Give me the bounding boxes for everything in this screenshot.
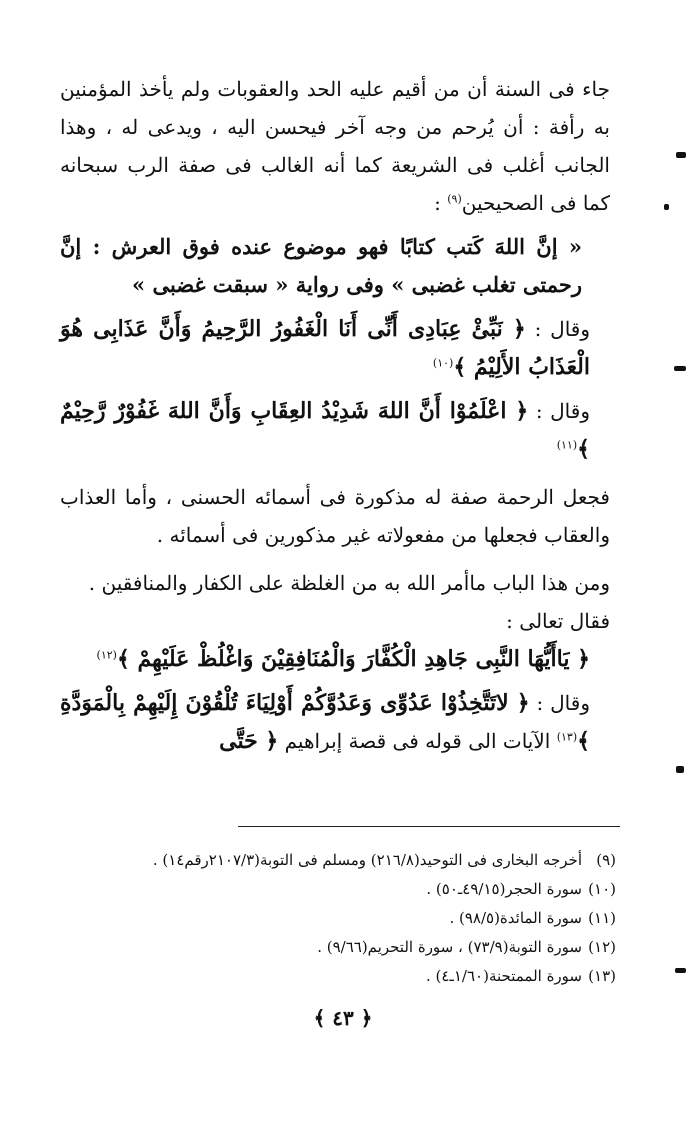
scan-edge-mark bbox=[675, 968, 686, 973]
footnote-ref-13: (١٣) bbox=[556, 730, 578, 744]
scan-edge-mark bbox=[676, 152, 686, 158]
quran-quote-3 bbox=[60, 640, 610, 678]
hadith-quote: « إنَّ اللهَ كَتب كتابًا فهو موضوع عنده فوق العرش : إنَّ رحمتى تغلب غضبى » وفى رواية « سبقت غضبى » bbox=[60, 234, 582, 297]
footnote-ref-11: (١١) bbox=[556, 438, 578, 452]
quote-2-intro: وقال : bbox=[528, 399, 590, 423]
paragraph-he-said: فقال تعالى : bbox=[506, 609, 610, 633]
footnote-9 bbox=[56, 846, 616, 875]
paragraph-intro-end: : bbox=[434, 191, 448, 215]
quote-3-verse: ﴿ يَاأَيُّهَا النَّبِى جَاهِدِ الْكُفَّارَ وَالْمُنَافِقِيْنَ وَاغْلُظْ عَلَيْهِمْ ﴾ bbox=[116, 646, 590, 672]
quote-4-verse: ﴿ لاتَتَّخِذُوْا عَدُوِّى وَعَدُوَّكُمْ أَوْلِيَاءَ تُلْقُوْنَ إِلَيْهِمْ بِالْمَوَدَّةِ ﴾ bbox=[60, 690, 590, 754]
footnote-number: (١١) bbox=[588, 909, 616, 927]
footnote-text: سورة الممتحنة(١/٦٠ـ٤) . bbox=[426, 967, 582, 985]
quran-quote-2 bbox=[60, 392, 610, 468]
quote-4-continuation: ﴿ حَتَّى bbox=[219, 728, 279, 754]
footnote-divider bbox=[238, 826, 620, 827]
footnote-ref-12: (١٢) bbox=[96, 648, 117, 662]
footnote-ref-9: (٩) bbox=[447, 192, 462, 206]
quote-1-intro: وقال : bbox=[525, 317, 591, 341]
footnote-text: سورة المائدة(٩٨/٥) . bbox=[449, 909, 582, 927]
paragraph-intro-text: جاء فى السنة أن من أقيم عليه الحد والعقوبات ولم يأخذ المؤمنين به رأفة : أن يُرحم من وجه آخر فيحسن اليه ، ويدعى له ، وهذا الجانب أغلب فى الشريعة كما أنه الغالب فى صفة الرب سبحانه كما فى الصحيحين bbox=[60, 77, 610, 215]
quote-1-verse: ﴿ نَبِّئْ عِبَادِى أَنِّى أَنَا الْغَفُورُ الرَّحِيمُ وَأَنَّ عَذَابِى هُوَ الْعَذَابُ الأَلِيْمُ ﴾ bbox=[60, 316, 590, 380]
quote-4-tail: الآيات الى قوله فى قصة إبراهيم bbox=[278, 729, 557, 753]
paragraph-mercy: فجعل الرحمة صفة له مذكورة فى أسمائه الحسنى ، وأما العذاب والعقاب فجعلها من مفعولاته غير مذكورين فى أسمائه . bbox=[60, 485, 610, 547]
footnote-number: (١٢) bbox=[588, 938, 616, 956]
footnote-number: (٩) bbox=[596, 851, 616, 869]
quran-quote-1 bbox=[60, 310, 610, 386]
footnote-number: (١٣) bbox=[588, 967, 616, 985]
scan-edge-mark bbox=[674, 366, 686, 371]
page-number: ﴿ ٤٣ ﴾ bbox=[313, 1006, 373, 1030]
footnote-13 bbox=[56, 962, 616, 991]
footnote-text: أخرجه البخارى فى التوحيد(٢١٦/٨) ومسلم فى التوبة(٢١٠٧/٣رقم١٤) . bbox=[152, 851, 582, 869]
quran-quote-4 bbox=[60, 684, 610, 760]
footnotes bbox=[56, 846, 616, 991]
quote-4-intro: وقال : bbox=[529, 691, 590, 715]
footnote-text: سورة الحجر(٤٩/١٥ـ٥٠) . bbox=[426, 880, 582, 898]
footnote-12 bbox=[56, 933, 616, 962]
footnote-number: (١٠) bbox=[588, 880, 616, 898]
footnote-ref-10: (١٠) bbox=[432, 356, 454, 370]
scan-edge-mark bbox=[676, 766, 684, 773]
quote-2-verse: ﴿ اعْلَمُوْا أَنَّ اللهَ شَدِيْدُ العِقَابِ وَأَنَّ اللهَ غَفُوْرٌ رَّحِيْمٌ ﴾ bbox=[60, 398, 590, 462]
main-text bbox=[60, 70, 610, 760]
footnote-text: سورة التوبة(٧٣/٩) ، سورة التحريم(٩/٦٦) . bbox=[317, 938, 582, 956]
paragraph-severity: ومن هذا الباب ماأمر الله به من الغلظة على الكفار والمنافقين . bbox=[88, 571, 610, 595]
scan-edge-mark bbox=[664, 204, 669, 210]
footnote-11 bbox=[56, 904, 616, 933]
footnote-10 bbox=[56, 875, 616, 904]
paragraph-intro bbox=[60, 70, 610, 222]
